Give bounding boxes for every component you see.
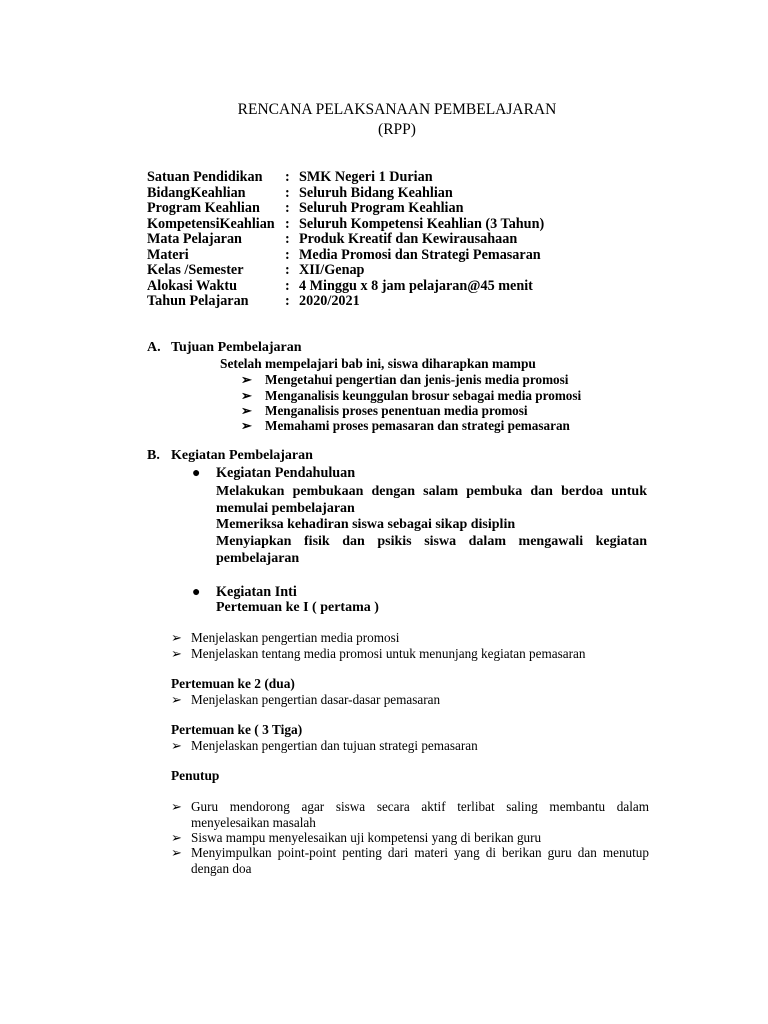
info-row bbox=[147, 263, 544, 279]
section-letter: A. bbox=[147, 340, 161, 355]
arrow-bullet-icon: ➢ bbox=[241, 403, 253, 418]
list-item-text: Menjelaskan pengertian dasar-dasar pemasaran bbox=[191, 692, 441, 707]
info-colon: : bbox=[285, 277, 290, 294]
info-label: Alokasi Waktu bbox=[147, 277, 238, 294]
objective-item bbox=[241, 418, 570, 434]
inti-heading: Kegiatan Inti bbox=[216, 584, 297, 600]
info-value: Media Promosi dan Strategi Pemasaran bbox=[299, 246, 541, 263]
bullet-icon: ● bbox=[192, 466, 201, 481]
list-item bbox=[171, 692, 440, 708]
list-item bbox=[171, 646, 585, 662]
list-item bbox=[171, 799, 649, 830]
info-row bbox=[147, 217, 544, 233]
list-item-text: Guru mendorong agar siswa secara aktif terlibat saling membantu dalam menyelesaikan masalah bbox=[191, 799, 649, 830]
info-label: Materi bbox=[147, 246, 189, 263]
info-colon: : bbox=[285, 184, 290, 201]
info-value: Seluruh Program Keahlian bbox=[299, 200, 464, 216]
info-label: Tahun Pelajaran bbox=[147, 293, 249, 309]
info-colon: : bbox=[285, 169, 290, 185]
info-value: Seluruh Bidang Keahlian bbox=[299, 184, 453, 201]
section-title: Kegiatan Pembelajaran bbox=[171, 448, 313, 463]
document-title: RENCANA PELAKSANAAN PEMBELAJARAN bbox=[237, 101, 557, 118]
info-value: Seluruh Kompetensi Keahlian (3 Tahun) bbox=[299, 215, 545, 232]
arrow-bullet-icon: ➢ bbox=[241, 418, 253, 433]
objective-text: Mengetahui pengertian dan jenis-jenis media promosi bbox=[265, 372, 569, 387]
info-row bbox=[147, 170, 544, 186]
objective-item bbox=[241, 388, 581, 404]
info-label: Mata Pelajaran bbox=[147, 231, 242, 247]
list-item-text: Menjelaskan pengertian dan tujuan strategi pemasaran bbox=[191, 738, 478, 753]
objective-text: Memahami proses pemasaran dan strategi pemasaran bbox=[265, 418, 570, 433]
info-value: 2020/2021 bbox=[299, 293, 360, 309]
arrow-bullet-icon: ➢ bbox=[171, 692, 183, 707]
info-colon: : bbox=[285, 262, 290, 278]
section-title: Tujuan Pembelajaran bbox=[171, 340, 302, 355]
arrow-bullet-icon: ➢ bbox=[171, 630, 183, 645]
info-colon: : bbox=[285, 200, 290, 216]
info-row bbox=[147, 201, 544, 217]
list-item-text: Menjelaskan pengertian media promosi bbox=[191, 630, 400, 645]
info-value: Produk Kreatif dan Kewirausahaan bbox=[299, 231, 518, 247]
pertemuan-2-heading: Pertemuan ke 2 (dua) bbox=[171, 676, 295, 691]
info-label: Kelas /Semester bbox=[147, 262, 244, 278]
section-letter: B. bbox=[147, 448, 160, 463]
arrow-bullet-icon: ➢ bbox=[171, 738, 183, 753]
info-row bbox=[147, 294, 544, 310]
info-row bbox=[147, 232, 544, 248]
info-row bbox=[147, 279, 544, 295]
objective-text: Menganalisis keunggulan brosur sebagai media promosi bbox=[265, 388, 582, 403]
arrow-bullet-icon: ➢ bbox=[241, 372, 253, 387]
list-item bbox=[171, 738, 478, 754]
info-label: Program Keahlian bbox=[147, 200, 260, 216]
pendahuluan-paragraph: Memeriksa kehadiran siswa sebagai sikap disiplin bbox=[216, 517, 516, 532]
objective-intro: Setelah mempelajari bab ini, siswa diharapkan mampu bbox=[220, 356, 536, 371]
identity-table bbox=[147, 170, 544, 310]
info-colon: : bbox=[285, 293, 290, 309]
pendahuluan-paragraph: Menyiapkan fisik dan psikis siswa dalam mengawali kegiatan pembelajaran bbox=[216, 534, 647, 566]
objective-text: Menganalisis proses penentuan media promosi bbox=[265, 403, 528, 418]
info-row bbox=[147, 186, 544, 202]
bullet-icon: ● bbox=[192, 585, 201, 600]
pendahuluan-paragraph: Melakukan pembukaan dengan salam pembuka dan berdoa untuk memulai pembelajaran bbox=[216, 484, 647, 516]
list-item bbox=[171, 630, 399, 646]
document-subtitle: (RPP) bbox=[378, 121, 416, 138]
pertemuan-1-heading: Pertemuan ke I ( pertama ) bbox=[216, 600, 379, 615]
section-a-heading bbox=[147, 340, 302, 356]
arrow-bullet-icon: ➢ bbox=[171, 799, 183, 814]
info-value: XII/Genap bbox=[299, 262, 365, 278]
info-label: KompetensiKeahlian bbox=[147, 215, 275, 232]
arrow-bullet-icon: ➢ bbox=[171, 646, 183, 661]
section-b-heading bbox=[147, 448, 313, 464]
pendahuluan-heading: Kegiatan Pendahuluan bbox=[216, 465, 356, 481]
objective-item bbox=[241, 403, 528, 419]
list-item-text: Menjelaskan tentang media promosi untuk menunjang kegiatan pemasaran bbox=[191, 646, 586, 661]
list-item-text: Menyimpulkan point-point penting dari materi yang di berikan guru dan menutup dengan doa bbox=[191, 845, 649, 876]
arrow-bullet-icon: ➢ bbox=[171, 830, 183, 845]
pertemuan-3-heading: Pertemuan ke ( 3 Tiga) bbox=[171, 722, 303, 737]
list-item bbox=[171, 830, 541, 846]
list-item-text: Siswa mampu menyelesaikan uji kompetensi yang di berikan guru bbox=[191, 830, 542, 845]
arrow-bullet-icon: ➢ bbox=[171, 845, 183, 860]
info-value: 4 Minggu x 8 jam pelajaran@45 menit bbox=[299, 277, 533, 294]
info-label: BidangKeahlian bbox=[147, 184, 246, 201]
info-colon: : bbox=[285, 231, 290, 247]
list-item bbox=[171, 845, 649, 876]
info-colon: : bbox=[285, 215, 290, 232]
info-colon: : bbox=[285, 246, 290, 263]
penutup-heading: Penutup bbox=[171, 768, 220, 783]
arrow-bullet-icon: ➢ bbox=[241, 388, 253, 403]
objective-item bbox=[241, 372, 568, 388]
info-value: SMK Negeri 1 Durian bbox=[299, 169, 433, 185]
info-row bbox=[147, 248, 544, 264]
info-label: Satuan Pendidikan bbox=[147, 169, 263, 185]
